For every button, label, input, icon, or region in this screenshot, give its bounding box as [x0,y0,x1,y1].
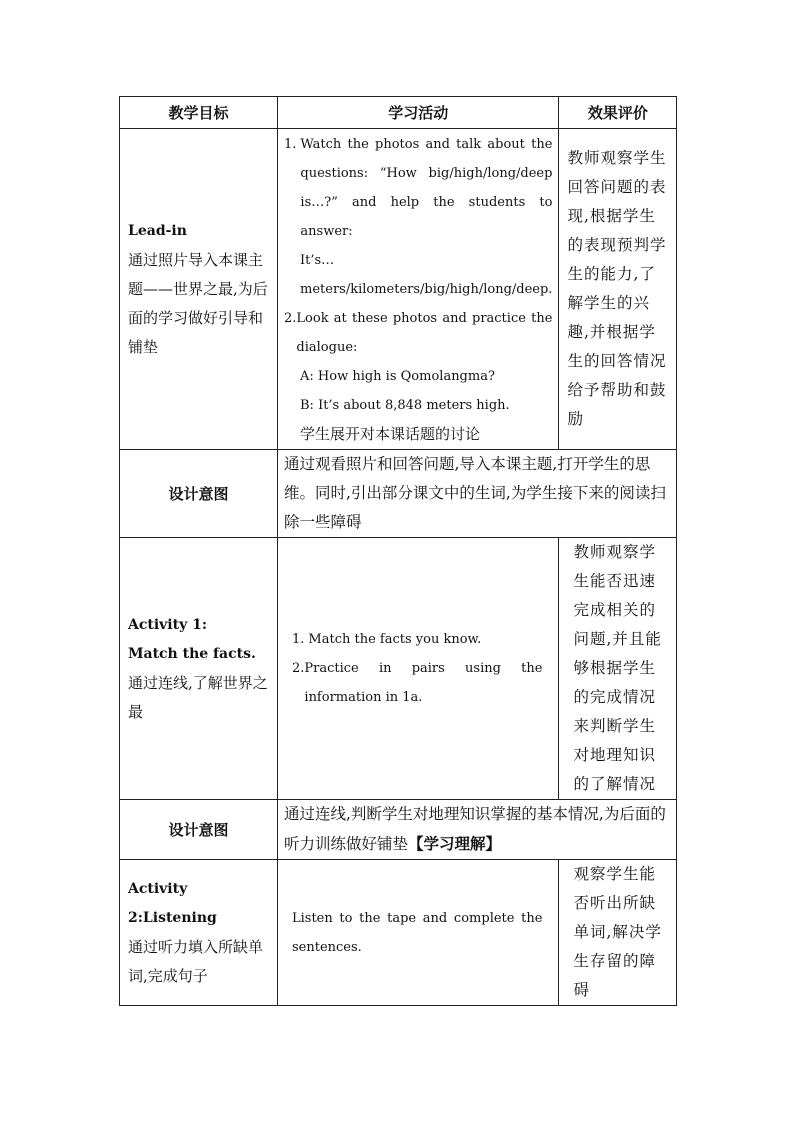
leadin-item-2 [284,304,552,362]
leadin-item-1-answer: It’s…meters/kilometers/big/high/long/deep. [300,252,553,297]
leadin-item-2-text: Look at these photos and practice the dialogue: [296,310,553,355]
activity2-goal-cell [120,860,278,1006]
activity1-goal-cell [120,538,278,800]
leadin-item-1 [284,130,552,246]
activity1-evaluation: 教师观察学生能否迅速完成相关的问题,并且能够根据学生的完成情况来判断学生对地理知识的了解情况 [559,538,677,800]
activity2-item: Listen to the tape and complete the sentences. [292,910,543,955]
header-goal: 教学目标 [120,97,278,129]
activity1-item-1 [292,625,542,654]
leadin-row [120,129,677,450]
activity1-item-2-num: 2. [292,661,305,676]
intent-label-1: 设计意图 [120,450,278,538]
intent-label-2: 设计意图 [120,800,278,860]
activity1-item-2 [292,654,542,712]
activity1-row [120,538,677,800]
header-row [120,97,677,129]
activity1-activity-cell [278,538,559,800]
leadin-goal: 通过照片导入本课主题——世界之最,为后面的学习做好引导和铺垫 [128,250,268,356]
activity2-goal: 通过听力填入所缺单词,完成句子 [128,937,264,985]
header-activity: 学习活动 [278,97,559,129]
activity1-goal: 通过连线,了解世界之最 [128,673,268,721]
leadin-discussion: 学生展开对本课话题的讨论 [300,424,481,443]
leadin-activity-cell [278,129,559,450]
activity2-title: Activity 2:Listening [128,880,217,926]
activity1-item-1-text: Match the facts you know. [308,632,482,647]
intent-text-2 [278,800,677,860]
intent-row-2 [120,800,677,860]
intent-text-2-body: 通过连线,判断学生对地理知识掌握的基本情况,为后面的听力训练做好铺垫 [284,805,666,853]
leadin-item-1-text: Watch the photos and talk about the questions: “How big/high/long/deep is…?” and help the students to answer: [300,136,553,239]
activity2-row [120,860,677,1006]
leadin-dialog-b: B: It’s about 8,848 meters high. [300,397,510,413]
activity1-subtitle: Match the facts. [128,645,256,662]
activity2-activity-cell [278,860,559,1006]
intent-text-1: 通过观看照片和回答问题,导入本课主题,打开学生的思维。同时,引出部分课文中的生词,为学生接下来的阅读扫除一些障碍 [278,450,677,538]
intent-row-1 [120,450,677,538]
leadin-evaluation: 教师观察学生回答问题的表现,根据学生的表现预判学生的能力,了解学生的兴趣,并根据学生的回答情况给予帮助和鼓励 [559,129,677,450]
activity1-item-2-text: Practice in pairs using the information in 1a. [304,661,543,705]
activity2-evaluation: 观察学生能否听出所缺单词,解决学生存留的障碍 [559,860,677,1006]
activity1-title: Activity 1: [128,616,208,633]
intent-text-2-tag: 【学习理解】 [408,834,502,853]
leadin-dialog-a: A: How high is Qomolangma? [300,368,495,384]
header-evaluation: 效果评价 [559,97,677,129]
leadin-item-2-num: 2. [284,310,297,326]
leadin-title: Lead-in [128,222,187,239]
leadin-item-1-num: 1. [284,136,297,152]
activity1-item-1-num: 1. [292,632,305,647]
leadin-goal-cell [120,129,278,450]
lesson-plan-table [119,96,677,1006]
